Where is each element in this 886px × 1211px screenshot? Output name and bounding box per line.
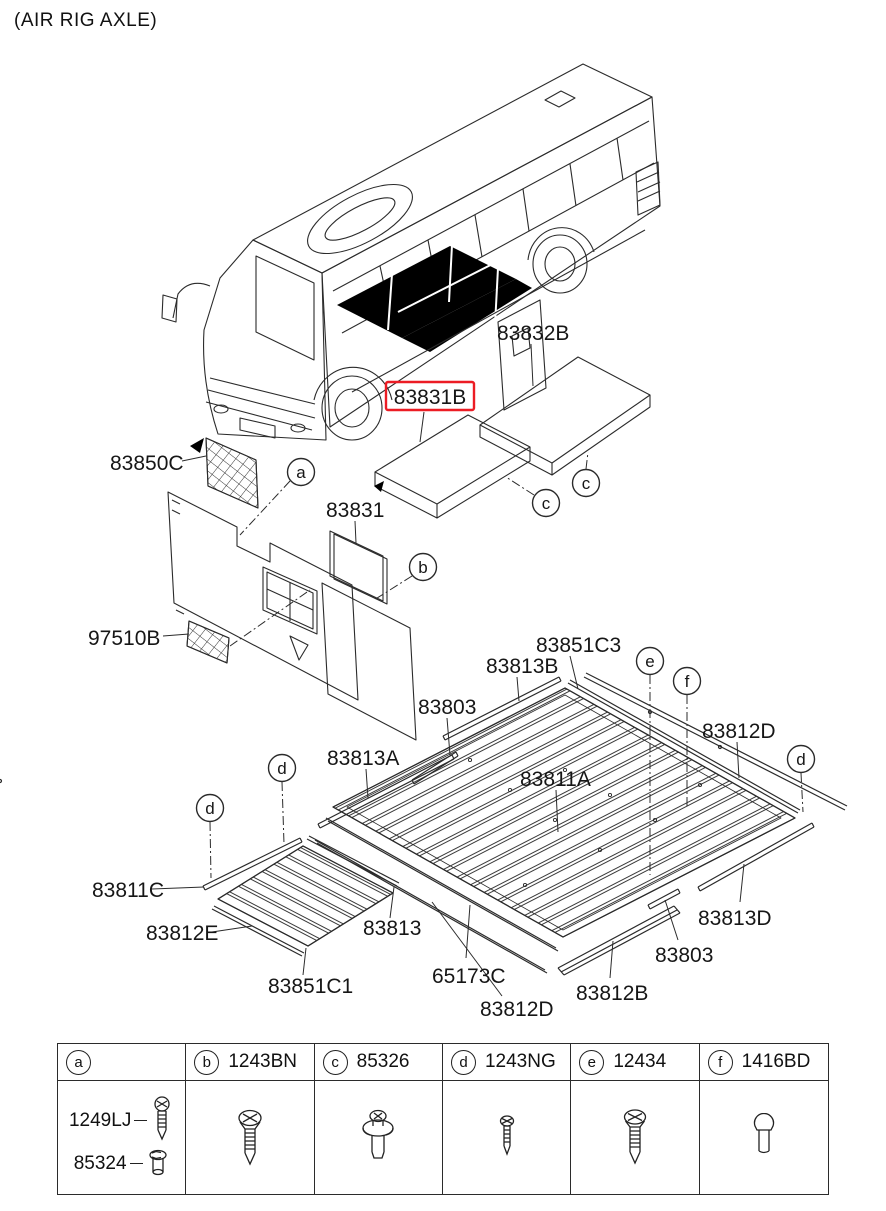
svg-text:a: a <box>296 463 306 482</box>
part-label-85324: 85324 <box>73 1152 127 1174</box>
part-label-83803-bottom[interactable]: 83803 <box>655 944 714 967</box>
callout-line-frame <box>230 590 310 646</box>
bus-roof <box>253 64 652 273</box>
part-floor-panel-right <box>322 583 416 740</box>
part-label-83812B[interactable]: 83812B <box>576 982 649 1005</box>
part-label-97510B[interactable]: 97510B <box>88 627 161 650</box>
bus-front <box>204 240 326 440</box>
part-label-83813[interactable]: 83813 <box>363 917 422 940</box>
small-screw-icon <box>497 1115 517 1161</box>
leader-83831 <box>355 521 356 543</box>
leader-83812D-right <box>737 742 739 778</box>
part-83831-panel <box>330 531 387 604</box>
part-label-83812D-bottom[interactable]: 83812D <box>480 998 554 1021</box>
svg-text:d: d <box>277 759 287 778</box>
part-label-83813A[interactable]: 83813A <box>327 747 400 770</box>
part-label-83812D-right[interactable]: 83812D <box>702 720 776 743</box>
pan-head-screw-icon <box>150 1096 174 1146</box>
part-label-83831B: 83831B <box>393 386 467 409</box>
leader-dash <box>130 1163 143 1164</box>
callout-d <box>197 795 224 822</box>
bus-side <box>322 97 660 427</box>
rear-wheel <box>533 235 587 293</box>
callout-b <box>410 554 437 581</box>
part-label-85326: 85326 <box>356 1051 410 1072</box>
legend-column-b <box>186 1044 314 1194</box>
legend-column-f <box>700 1044 828 1194</box>
callout-d <box>788 746 815 773</box>
svg-text:d: d <box>796 750 806 769</box>
part-label-83813D[interactable]: 83813D <box>698 907 772 930</box>
rear-wheel-arch <box>528 228 594 260</box>
part-label-83812E[interactable]: 83812E <box>146 922 219 945</box>
part-label-83850C[interactable]: 83850C <box>110 452 184 475</box>
part-83850C-net <box>206 438 258 508</box>
legend-column-c <box>315 1044 443 1194</box>
flat-head-screw-icon <box>621 1108 649 1168</box>
part-label-83851C1[interactable]: 83851C1 <box>268 975 354 998</box>
rivet-icon <box>751 1113 777 1163</box>
part-label-83831[interactable]: 83831 <box>326 499 385 522</box>
callout-line-c2 <box>586 452 588 469</box>
fastener-legend-table <box>57 1043 829 1195</box>
leader-83851C3 <box>570 656 578 689</box>
part-label-83811A[interactable]: 83811A <box>520 768 591 791</box>
push-clip-icon <box>360 1108 396 1168</box>
legend-column-a <box>58 1044 186 1194</box>
part-label-1243BN: 1243BN <box>228 1051 297 1072</box>
leader-83831B <box>420 412 424 442</box>
part-label-12434: 12434 <box>613 1051 667 1072</box>
legend-column-e <box>571 1044 699 1194</box>
part-label-83832B[interactable]: 83832B <box>497 322 570 345</box>
svg-text:e: e <box>645 652 655 671</box>
legend-letter-f: f <box>708 1050 733 1075</box>
part-label-83813B[interactable]: 83813B <box>486 655 559 678</box>
callout-e <box>637 648 664 675</box>
leader-97510B <box>163 634 189 636</box>
leader-83813D <box>740 864 744 902</box>
part-83832B-tray <box>480 357 650 475</box>
part-label-83851C3[interactable]: 83851C3 <box>536 634 622 657</box>
leader-83850C <box>182 456 206 461</box>
page-title: (AIR RIG AXLE) <box>14 10 158 31</box>
svg-text:c: c <box>581 474 591 493</box>
part-83831B-tray <box>374 415 530 518</box>
part-label-1243NG: 1243NG <box>484 1051 556 1072</box>
leader-dash <box>134 1120 147 1121</box>
svg-text:b: b <box>418 558 428 577</box>
callout-line-b <box>374 576 412 600</box>
legend-letter-b: b <box>194 1050 219 1075</box>
part-frame-4pane <box>263 567 317 660</box>
direction-arrow <box>190 438 204 453</box>
front-wheel <box>322 376 382 440</box>
legend-letter-c: c <box>323 1050 348 1075</box>
callout-line-c1 <box>506 477 534 495</box>
callout-d <box>269 755 296 782</box>
part-label-83803-top[interactable]: 83803 <box>418 696 477 719</box>
highlighted-part-box[interactable] <box>386 382 474 410</box>
callout-c <box>533 490 560 517</box>
flat-head-screw-icon <box>236 1108 264 1168</box>
leader-83832B <box>531 344 533 386</box>
legend-letter-e: e <box>579 1050 604 1075</box>
svg-text:f: f <box>684 672 690 691</box>
callout-f <box>674 668 701 695</box>
part-label-83811C[interactable]: 83811C <box>92 879 165 902</box>
callout-c <box>573 470 600 497</box>
callout-line-d1 <box>210 822 211 878</box>
grommet-icon <box>146 1148 170 1180</box>
leader-83812B <box>610 941 613 978</box>
callout-line-d3 <box>801 773 803 812</box>
part-97510B-net <box>187 621 229 663</box>
svg-text:d: d <box>205 799 215 818</box>
part-label-1416BD: 1416BD <box>741 1051 811 1072</box>
part-label-1249LJ: 1249LJ <box>68 1109 132 1131</box>
legend-letter-d: d <box>451 1050 476 1075</box>
callout-line-d2 <box>282 782 284 844</box>
bus-windshield <box>256 256 314 360</box>
bus-floor-cutout <box>337 246 516 338</box>
front-wheel-arch <box>314 367 392 400</box>
part-83803-bottom-piece <box>648 889 680 909</box>
svg-text:c: c <box>541 494 551 513</box>
legend-letter-a: a <box>66 1050 91 1075</box>
part-label-65173C[interactable]: 65173C <box>432 965 506 988</box>
mirror-arm <box>173 283 210 318</box>
legend-column-d <box>443 1044 571 1194</box>
callout-a <box>288 459 315 486</box>
